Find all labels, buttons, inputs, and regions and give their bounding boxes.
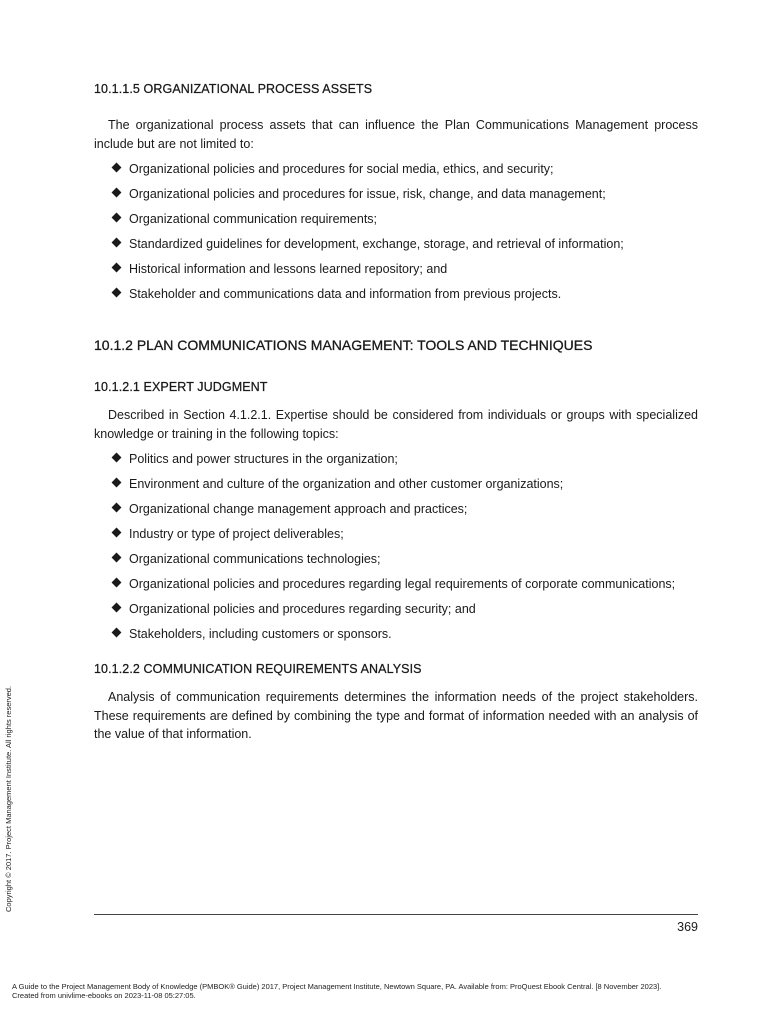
list-item <box>94 210 698 235</box>
diamond-bullet-icon <box>112 163 122 173</box>
list-item-text: Organizational policies and procedures regarding security; and <box>129 602 476 616</box>
list-item-text: Environment and culture of the organization and other customer organizations; <box>129 477 564 491</box>
section-heading-organizational-process-assets: 10.1.1.5 ORGANIZATIONAL PROCESS ASSETS <box>94 82 373 96</box>
list-item-text: Organizational communications technologies; <box>129 552 381 566</box>
footer-divider <box>94 914 698 915</box>
diamond-bullet-icon <box>112 188 122 198</box>
diamond-bullet-icon <box>112 213 122 223</box>
section-heading-tools-and-techniques: 10.1.2 PLAN COMMUNICATIONS MANAGEMENT: TOOLS AND TECHNIQUES <box>94 337 593 353</box>
list-item <box>94 450 698 475</box>
citation-footer <box>12 982 661 1000</box>
list-item <box>94 500 698 525</box>
list-item <box>94 525 698 550</box>
paragraph-communication-requirements-analysis: Analysis of communication requirements determines the information needs of the project stakeholders. These requirements are defined by combining the type and format of information needed with an analysis of the value of that information. <box>94 690 698 741</box>
list-item-text: Industry or type of project deliverables; <box>129 527 344 541</box>
page-number: 369 <box>677 920 698 934</box>
diamond-bullet-icon <box>112 478 122 488</box>
diamond-bullet-icon <box>112 553 122 563</box>
paragraph-expert-judgment-intro: Described in Section 4.1.2.1. Expertise should be considered from individuals or groups with specialized knowledge or training in the following topics: <box>94 408 698 441</box>
created-from-line: Created from univlime-ebooks on 2023-11-08 05:27:05. <box>12 991 196 1000</box>
list-item <box>94 285 698 310</box>
diamond-bullet-icon <box>112 288 122 298</box>
list-item <box>94 185 698 210</box>
list-item <box>94 550 698 575</box>
list-item-text: Organizational policies and procedures regarding legal requirements of corporate communications; <box>129 577 676 591</box>
diamond-bullet-icon <box>112 628 122 638</box>
list-item <box>94 260 698 285</box>
list-item-text: Standardized guidelines for development, exchange, storage, and retrieval of information; <box>129 237 624 251</box>
list-item <box>94 235 698 260</box>
diamond-bullet-icon <box>112 453 122 463</box>
bullet-list-expert-judgment <box>94 450 698 650</box>
list-item-text: Organizational policies and procedures for social media, ethics, and security; <box>129 162 554 176</box>
list-item-text: Organizational change management approach and practices; <box>129 502 468 516</box>
side-copyright-notice: Copyright © 2017. Project Management Institute. All rights reserved. <box>4 685 13 912</box>
section-heading-communication-requirements-analysis: 10.1.2.2 COMMUNICATION REQUIREMENTS ANALYSIS <box>94 662 422 676</box>
diamond-bullet-icon <box>112 578 122 588</box>
bullet-list-opa <box>94 160 698 310</box>
list-item <box>94 475 698 500</box>
list-item <box>94 160 698 185</box>
list-item-text: Stakeholder and communications data and information from previous projects. <box>129 287 562 301</box>
page-content <box>94 80 698 744</box>
section-heading-expert-judgment: 10.1.2.1 EXPERT JUDGMENT <box>94 380 268 394</box>
list-item-text: Stakeholders, including customers or sponsors. <box>129 627 392 641</box>
diamond-bullet-icon <box>112 238 122 248</box>
diamond-bullet-icon <box>112 528 122 538</box>
diamond-bullet-icon <box>112 503 122 513</box>
list-item <box>94 625 698 650</box>
list-item-text: Historical information and lessons learned repository; and <box>129 262 448 276</box>
list-item <box>94 600 698 625</box>
citation-line: A Guide to the Project Management Body of Knowledge (PMBOK® Guide) 2017, Project Management Institute, Newtown Square, PA. Available from: ProQuest Ebook Central. [8 November 2023]. <box>12 982 662 991</box>
diamond-bullet-icon <box>112 263 122 273</box>
diamond-bullet-icon <box>112 603 122 613</box>
list-item <box>94 575 698 600</box>
list-item-text: Organizational policies and procedures for issue, risk, change, and data management; <box>129 187 606 201</box>
paragraph-opa-intro: The organizational process assets that can influence the Plan Communications Management process include but are not limited to: <box>94 118 698 151</box>
list-item-text: Organizational communication requirements; <box>129 212 378 226</box>
list-item-text: Politics and power structures in the organization; <box>129 452 398 466</box>
